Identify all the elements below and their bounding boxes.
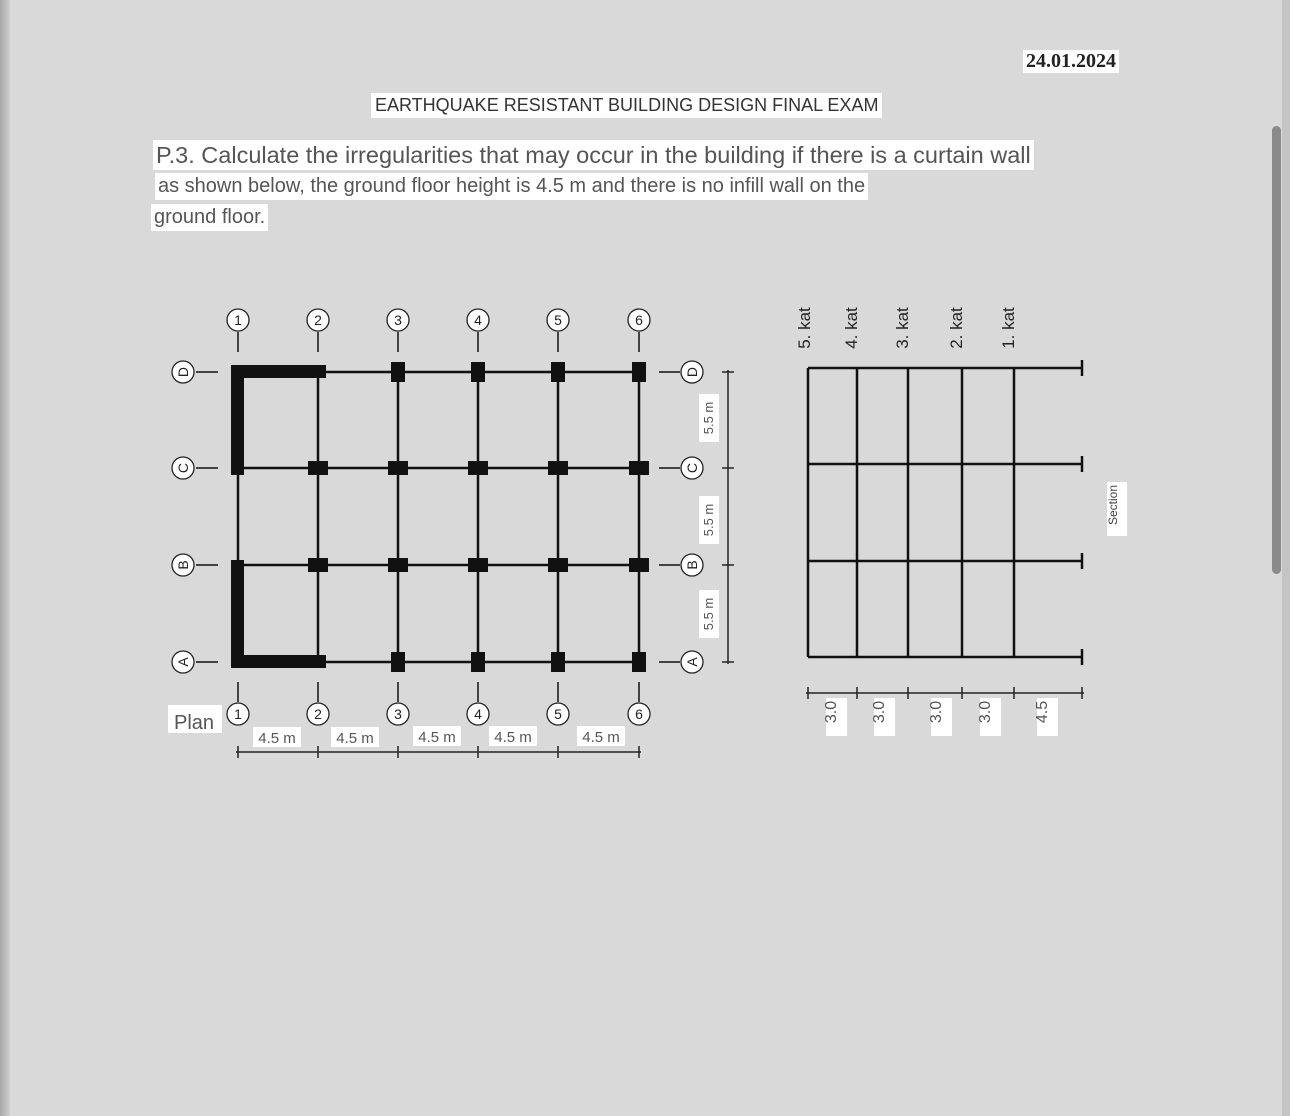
svg-text:B: B [684, 560, 700, 570]
section-label: Section [1106, 484, 1120, 526]
axis-bubble [172, 651, 194, 673]
exam-title: EARTHQUAKE RESISTANT BUILDING DESIGN FINAL EXAM [371, 93, 882, 118]
svg-text:A: A [175, 657, 191, 667]
question-text-line-1: P.3. Calculate the irregularities that may occur in the building if there is a curtain wall [153, 140, 1034, 170]
question-text-line-2: as shown below, the ground floor height is 4.5 m and there is no infill wall on the [155, 173, 868, 200]
axis-bubble [547, 309, 569, 331]
plan-bay-spans [253, 726, 625, 747]
axis-bubble [681, 457, 703, 479]
svg-text:6: 6 [635, 706, 643, 722]
axis-bubble [172, 554, 194, 576]
plan-column-gridlines [238, 372, 639, 662]
story-height-label: 3.0 [928, 700, 945, 724]
bay-span-label: 4.5 m [582, 729, 620, 746]
axis-bubble [547, 703, 569, 725]
svg-text:4: 4 [474, 706, 482, 722]
axis-bubble [681, 361, 703, 383]
axis-bubble [467, 703, 489, 725]
svg-text:5: 5 [554, 312, 562, 328]
axis-bubble [227, 703, 249, 725]
svg-text:1: 1 [234, 312, 242, 328]
svg-text:2: 2 [314, 706, 322, 722]
svg-text:C: C [684, 462, 700, 474]
story-height-label: 3.0 [977, 700, 994, 724]
plan-row-gridlines [238, 372, 639, 662]
svg-text:4: 4 [474, 312, 482, 328]
section-view [808, 360, 1082, 665]
plan-label: Plan [174, 712, 215, 734]
bay-span-label: 4.5 m [418, 729, 456, 746]
plan-row-dimension-line [722, 370, 734, 664]
floor-label: 5. kat [795, 307, 814, 349]
svg-text:B: B [175, 560, 191, 570]
plan-axis-leaders [196, 332, 680, 702]
svg-text:D: D [684, 366, 700, 378]
axis-bubble [307, 703, 329, 725]
axis-bubble [172, 457, 194, 479]
svg-text:D: D [175, 366, 191, 378]
svg-text:6: 6 [635, 312, 643, 328]
section-floor-labels [795, 307, 1018, 349]
svg-text:C: C [175, 462, 191, 474]
axis-bubble [467, 309, 489, 331]
axis-bubble [172, 361, 194, 383]
axis-bubble [681, 651, 703, 673]
row-span-label: 5.5 m [701, 597, 716, 631]
axis-bubble [628, 309, 650, 331]
story-height-label: 3.0 [823, 700, 840, 724]
plan-column-axes-bottom [227, 703, 650, 725]
section-dimension-line [806, 687, 1084, 699]
floor-label: 2. kat [947, 307, 966, 349]
axis-bubble [387, 703, 409, 725]
bay-span-label: 4.5 m [494, 729, 532, 746]
svg-text:3: 3 [394, 312, 402, 328]
axis-bubble [681, 554, 703, 576]
axis-bubble [227, 309, 249, 331]
plan-view [196, 332, 680, 702]
section-story-heights [823, 698, 1058, 736]
plan-shear-walls [231, 365, 326, 668]
plan-row-axes-left [172, 361, 194, 673]
svg-text:3: 3 [394, 706, 402, 722]
row-span-label: 5.5 m [701, 401, 716, 435]
plan-column-axes-top [227, 309, 650, 331]
svg-text:A: A [684, 657, 700, 667]
story-height-label: 3.0 [871, 700, 888, 724]
svg-text:2: 2 [314, 312, 322, 328]
axis-bubble [628, 703, 650, 725]
row-span-label: 5.5 m [701, 503, 716, 537]
bay-span-label: 4.5 m [336, 730, 374, 747]
axis-bubble [307, 309, 329, 331]
plan-bay-dimension-line [236, 746, 641, 758]
bay-span-label: 4.5 m [258, 730, 296, 747]
floor-label: 4. kat [842, 307, 861, 349]
svg-text:5: 5 [554, 706, 562, 722]
floor-label: 3. kat [893, 307, 912, 349]
floor-label: 1. kat [999, 307, 1018, 349]
question-text-line-3: ground floor. [151, 204, 268, 231]
svg-text:1: 1 [234, 706, 242, 722]
exam-date: 24.01.2024 [1023, 50, 1119, 73]
plan-row-spans [699, 394, 719, 638]
story-height-label: 4.5 [1034, 700, 1051, 724]
axis-bubble [387, 309, 409, 331]
